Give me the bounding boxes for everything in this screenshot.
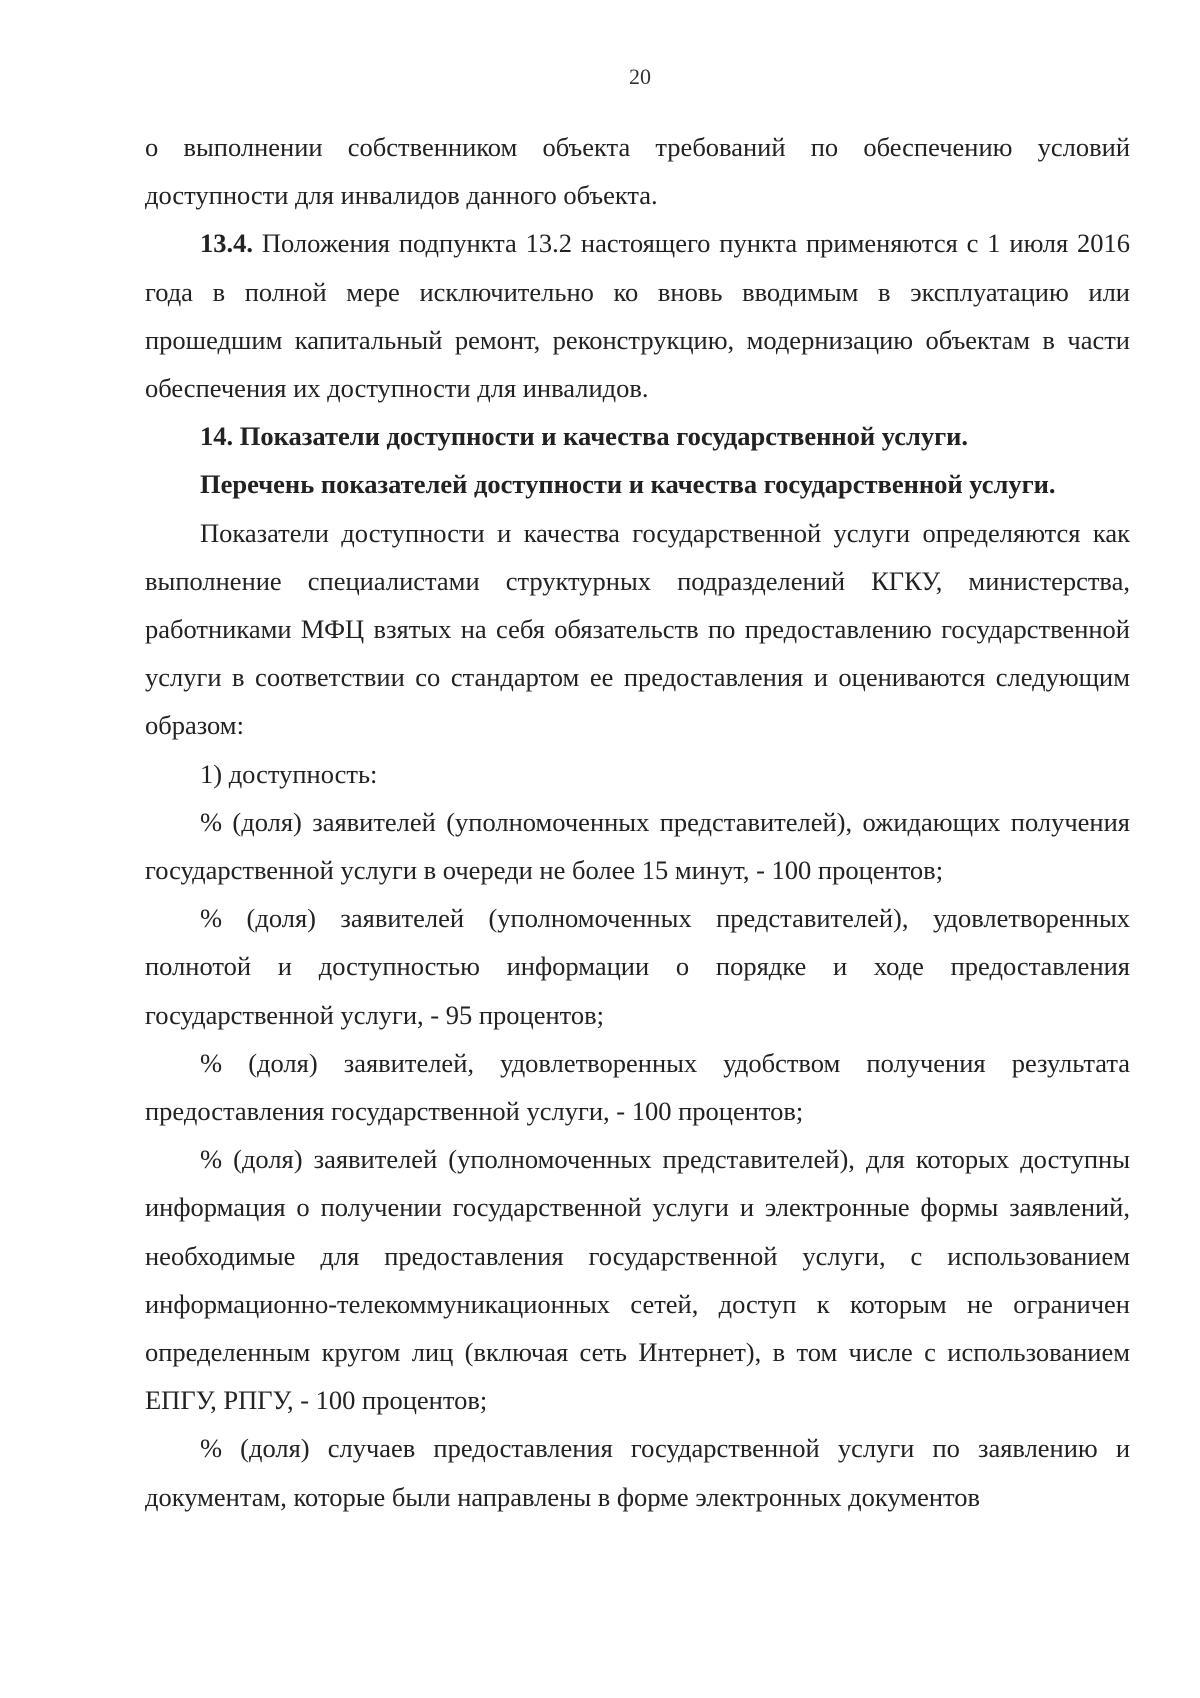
list-item-accessibility: 1) доступность: bbox=[200, 758, 378, 789]
clause-number: 13.4. bbox=[200, 228, 253, 259]
document-body bbox=[145, 123, 1130, 1521]
paragraph-continuation: о выполнении собственником объекта требований по обеспечению условий доступности для инвалидов данного объекта. bbox=[145, 132, 1130, 211]
indicator-electronic-documents: % (доля) случаев предоставления государственной услуги по заявлению и документам, которые были направлены в форме электронных документов bbox=[145, 1433, 1130, 1512]
indicator-queue-wait: % (доля) заявителей (уполномоченных представителей), ожидающих получения государственной услуги в очереди не более 15 минут, - 100 процентов; bbox=[145, 806, 1130, 886]
clause-text: Положения подпункта 13.2 настоящего пункта применяются с 1 июля 2016 года в полной мере исключительно ко вновь вводимым в эксплуатацию или прошедшим капитальный ремонт, реконструкцию, модернизацию объектам в части обеспечения их доступности для инвалидов. bbox=[145, 228, 1130, 404]
paragraph-13-4 bbox=[145, 219, 1130, 412]
indicator-information-satisfaction: % (доля) заявителей (уполномоченных представителей), удовлетворенных полнотой и доступностью информации о порядке и ходе предоставления государственной услуги, - 95 процентов; bbox=[145, 903, 1130, 1030]
subsection-heading: Перечень показателей доступности и качества государственной услуги. bbox=[200, 469, 1056, 500]
section-heading: 14. Показатели доступности и качества государственной услуги. bbox=[200, 421, 969, 452]
indicator-online-availability: % (доля) заявителей (уполномоченных представителей), для которых доступны информация о получении государственной услуги и электронные формы заявлений, необходимые для предоставления государственной услуги, с использованием информационно-телекоммуникационных сетей, доступ к которым не ограничен определенным кругом лиц (включая сеть Интернет), в том числе с использованием ЕПГУ, РПГУ, - 100 процентов; bbox=[145, 1144, 1130, 1416]
page-number: 20 bbox=[629, 64, 651, 89]
paragraph-indicators-intro: Показатели доступности и качества государственной услуги определяются как выполнение специалистами структурных подразделений КГКУ, министерства, работниками МФЦ взятых на себя обязательств по предоставлению государственной услуги в соответствии со стандартом ее предоставления и оцениваются следующим образом: bbox=[145, 517, 1130, 741]
indicator-result-convenience: % (доля) заявителей, удовлетворенных удобством получения результата предоставления государственной услуги, - 100 процентов; bbox=[145, 1047, 1130, 1127]
